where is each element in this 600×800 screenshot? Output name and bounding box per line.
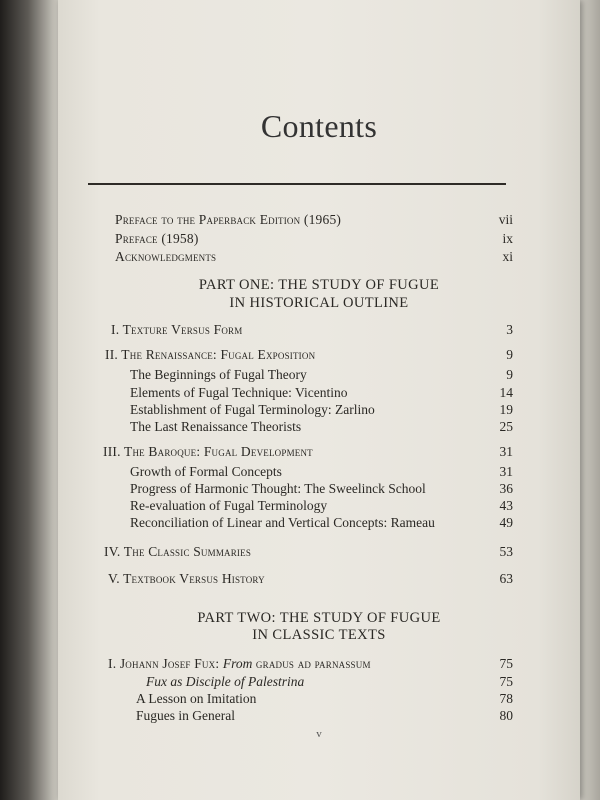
entry-page: ix <box>502 231 513 246</box>
toc-section[interactable] <box>130 463 513 480</box>
toc-section[interactable] <box>130 401 513 418</box>
toc-section[interactable] <box>130 366 513 383</box>
entry-label: Preface to the Paperback Edition (1965) <box>115 212 342 227</box>
toc-chapter-4[interactable] <box>104 543 513 560</box>
page-title: Contents <box>260 108 378 144</box>
entry-page: 80 <box>499 708 513 723</box>
entry-label: Growth of Formal Concepts <box>130 464 282 479</box>
entry-page: 3 <box>506 322 513 337</box>
entry-label <box>108 655 371 672</box>
toc-section[interactable] <box>136 690 513 707</box>
book-spine-shadow <box>0 0 62 800</box>
toc-entry-acknowledgments[interactable] <box>115 248 513 265</box>
chapter-source: gradus ad parnassum <box>252 656 371 671</box>
toc-chapter-2[interactable] <box>105 346 513 363</box>
entry-label: A Lesson on Imitation <box>136 691 257 706</box>
toc-chapter-1[interactable] <box>111 321 513 338</box>
part-two-heading-line1: PART TWO: THE STUDY OF FUGUE <box>197 610 441 626</box>
entry-label: IV. The Classic Summaries <box>104 544 252 559</box>
toc-section[interactable] <box>130 480 513 497</box>
entry-label: The Beginnings of Fugal Theory <box>130 367 307 382</box>
entry-page: 53 <box>499 544 513 559</box>
entry-page: 78 <box>499 691 513 706</box>
entry-page: vii <box>498 212 513 227</box>
entry-page: xi <box>502 249 513 264</box>
entry-label: Fux as Disciple of Palestrina <box>146 674 305 689</box>
chapter-prefix: I. Johann Josef Fux: <box>108 656 223 671</box>
part-one-heading-line1: PART ONE: THE STUDY OF FUGUE <box>198 277 440 293</box>
entry-label: Acknowledgments <box>115 249 217 264</box>
toc-chapter-3[interactable] <box>103 443 513 460</box>
entry-label: II. The Renaissance: Fugal Exposition <box>105 347 316 362</box>
entry-page: 25 <box>499 419 513 434</box>
toc-entry-preface[interactable] <box>115 230 513 247</box>
entry-page: 31 <box>499 444 513 459</box>
toc-section[interactable] <box>130 497 513 514</box>
entry-page: 43 <box>499 498 513 513</box>
entry-page: 31 <box>499 464 513 479</box>
entry-label: Reconciliation of Linear and Vertical Concepts: Rameau <box>130 515 435 530</box>
entry-label: Preface (1958) <box>115 231 199 246</box>
entry-page: 19 <box>499 402 513 417</box>
entry-page: 14 <box>499 385 513 400</box>
toc-section[interactable] <box>130 514 513 531</box>
entry-page: 9 <box>506 347 513 362</box>
entry-label: Progress of Harmonic Thought: The Sweelinck School <box>130 481 426 496</box>
entry-label: Elements of Fugal Technique: Vicentino <box>130 385 348 400</box>
entry-label: Re-evaluation of Fugal Terminology <box>130 498 328 513</box>
toc-section[interactable] <box>136 707 513 724</box>
entry-label: I. Texture Versus Form <box>111 322 243 337</box>
toc-section[interactable] <box>130 384 513 401</box>
entry-label: Establishment of Fugal Terminology: Zarlino <box>130 402 375 417</box>
entry-page: 75 <box>499 674 513 689</box>
toc-section[interactable] <box>146 673 513 690</box>
entry-page: 63 <box>499 571 513 586</box>
toc-section[interactable] <box>130 418 513 435</box>
entry-page: 49 <box>499 515 513 530</box>
entry-label: V. Textbook Versus History <box>108 571 265 586</box>
chapter-from: From <box>222 656 253 671</box>
entry-label: III. The Baroque: Fugal Development <box>103 444 313 459</box>
entry-page: 36 <box>499 481 513 496</box>
entry-page: 75 <box>499 656 513 671</box>
toc-entry-preface-paperback[interactable] <box>115 211 513 228</box>
entry-label: The Last Renaissance Theorists <box>130 419 302 434</box>
part-one-heading-line2: IN HISTORICAL OUTLINE <box>229 295 409 311</box>
toc-chapter-5[interactable] <box>108 570 513 587</box>
toc-part-two-chapter-1[interactable] <box>108 655 513 672</box>
part-two-heading-line2: IN CLASSIC TEXTS <box>252 627 386 643</box>
page-folio: v <box>316 728 322 740</box>
entry-label: Fugues in General <box>136 708 235 723</box>
title-rule <box>88 183 506 185</box>
contents-page <box>58 0 580 800</box>
entry-page: 9 <box>506 367 513 382</box>
